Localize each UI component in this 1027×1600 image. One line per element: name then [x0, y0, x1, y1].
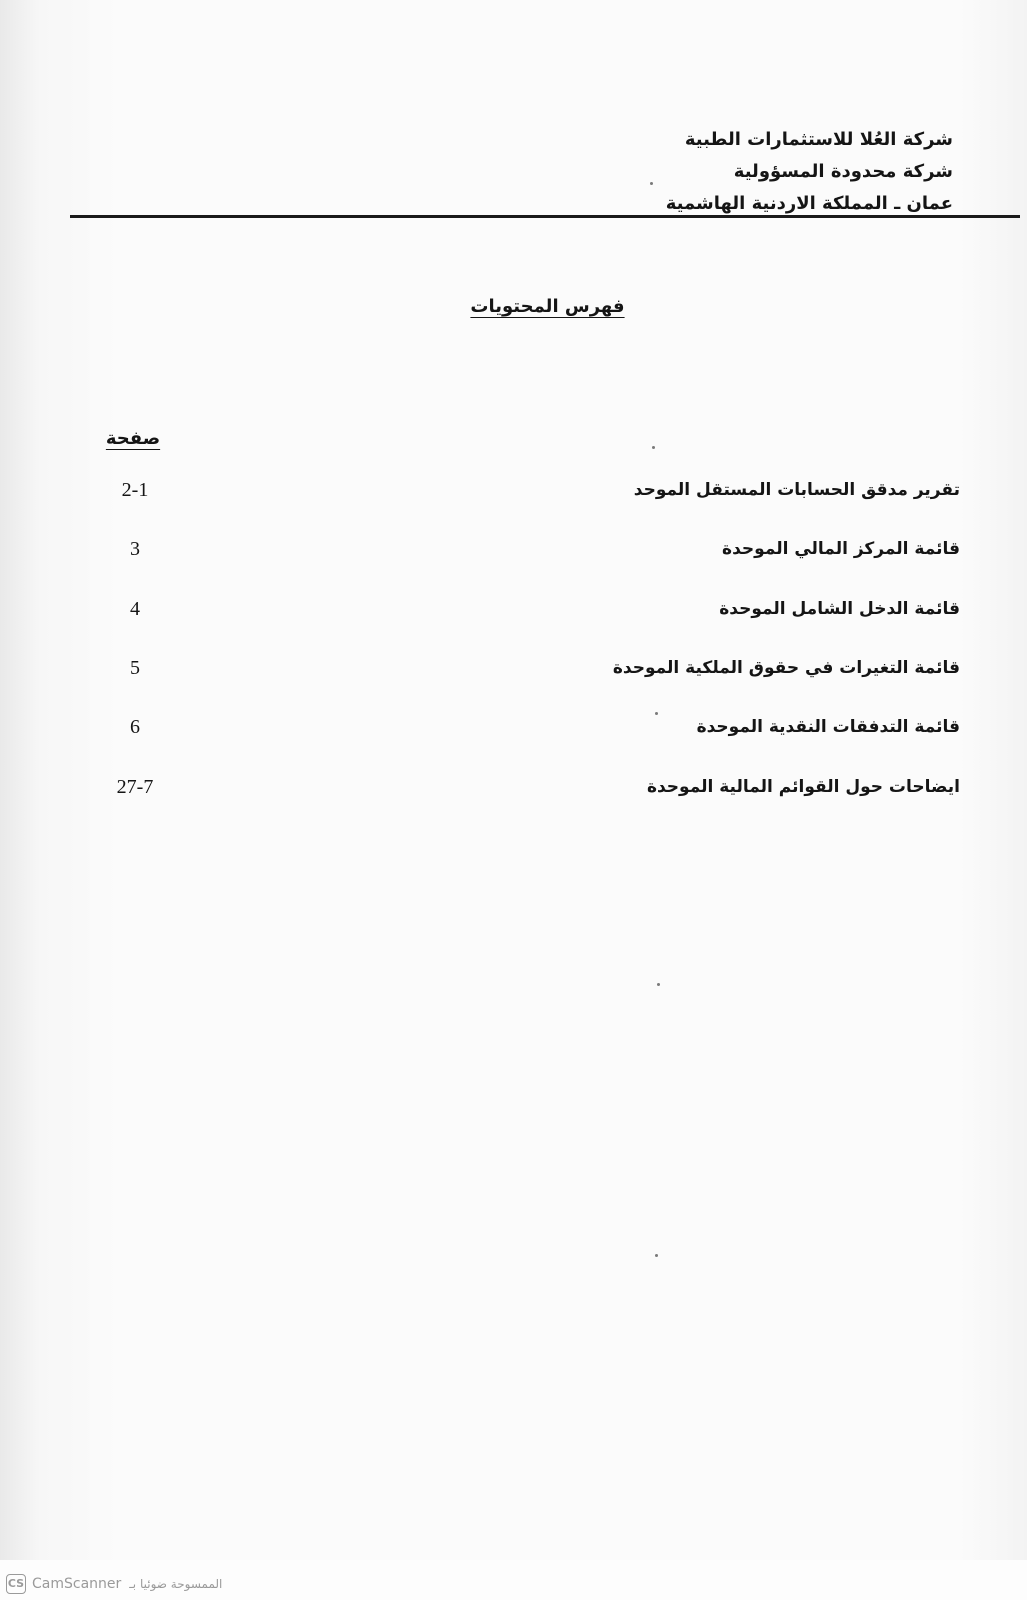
page-column-header: صفحة — [105, 428, 161, 449]
toc-entry-label: قائمة الدخل الشامل الموحدة — [719, 599, 960, 619]
scan-speck — [650, 182, 653, 185]
scanner-arabic-caption: الممسوحة ضوئيا بـ — [129, 1577, 223, 1591]
toc-entry-page: 2-1 — [121, 479, 149, 501]
toc-entry-label: تقرير مدقق الحسابات المستقل الموحد — [633, 480, 960, 500]
toc-entry-page: 5 — [130, 657, 140, 679]
company-type: شركة محدودة المسؤولية — [733, 161, 953, 182]
toc-entry-label: ايضاحات حول القوائم المالية الموحدة — [646, 777, 960, 797]
company-location: عمان ـ المملكة الاردنية الهاشمية — [665, 193, 953, 214]
scan-speck — [657, 983, 660, 986]
toc-entry — [100, 591, 960, 627]
toc-entry-page: 4 — [130, 598, 140, 620]
toc-entry-page: 6 — [130, 716, 140, 738]
scan-speck — [655, 712, 658, 715]
scanner-brand: CamScanner — [32, 1576, 122, 1592]
toc-entry-label: قائمة التدفقات النقدية الموحدة — [696, 717, 960, 737]
toc-entry — [100, 531, 960, 567]
toc-entry — [100, 769, 960, 805]
camscanner-icon: CS — [6, 1574, 26, 1594]
toc-title: فهرس المحتويات — [470, 296, 625, 317]
toc-entry — [100, 472, 960, 508]
scan-speck — [655, 1254, 658, 1257]
company-header — [533, 124, 953, 220]
scan-speck — [652, 446, 655, 449]
header-divider — [70, 215, 1020, 218]
toc-entry-label: قائمة المركز المالي الموحدة — [722, 539, 960, 559]
company-name: شركة العُلا للاستثمارات الطبية — [684, 129, 953, 150]
scanner-watermark — [6, 1574, 222, 1594]
toc-entry — [100, 709, 960, 745]
toc-entry — [100, 650, 960, 686]
toc-entry-page: 3 — [130, 538, 140, 560]
toc-entry-label: قائمة التغيرات في حقوق الملكية الموحدة — [612, 658, 960, 678]
toc-entry-page: 27-7 — [116, 776, 154, 798]
